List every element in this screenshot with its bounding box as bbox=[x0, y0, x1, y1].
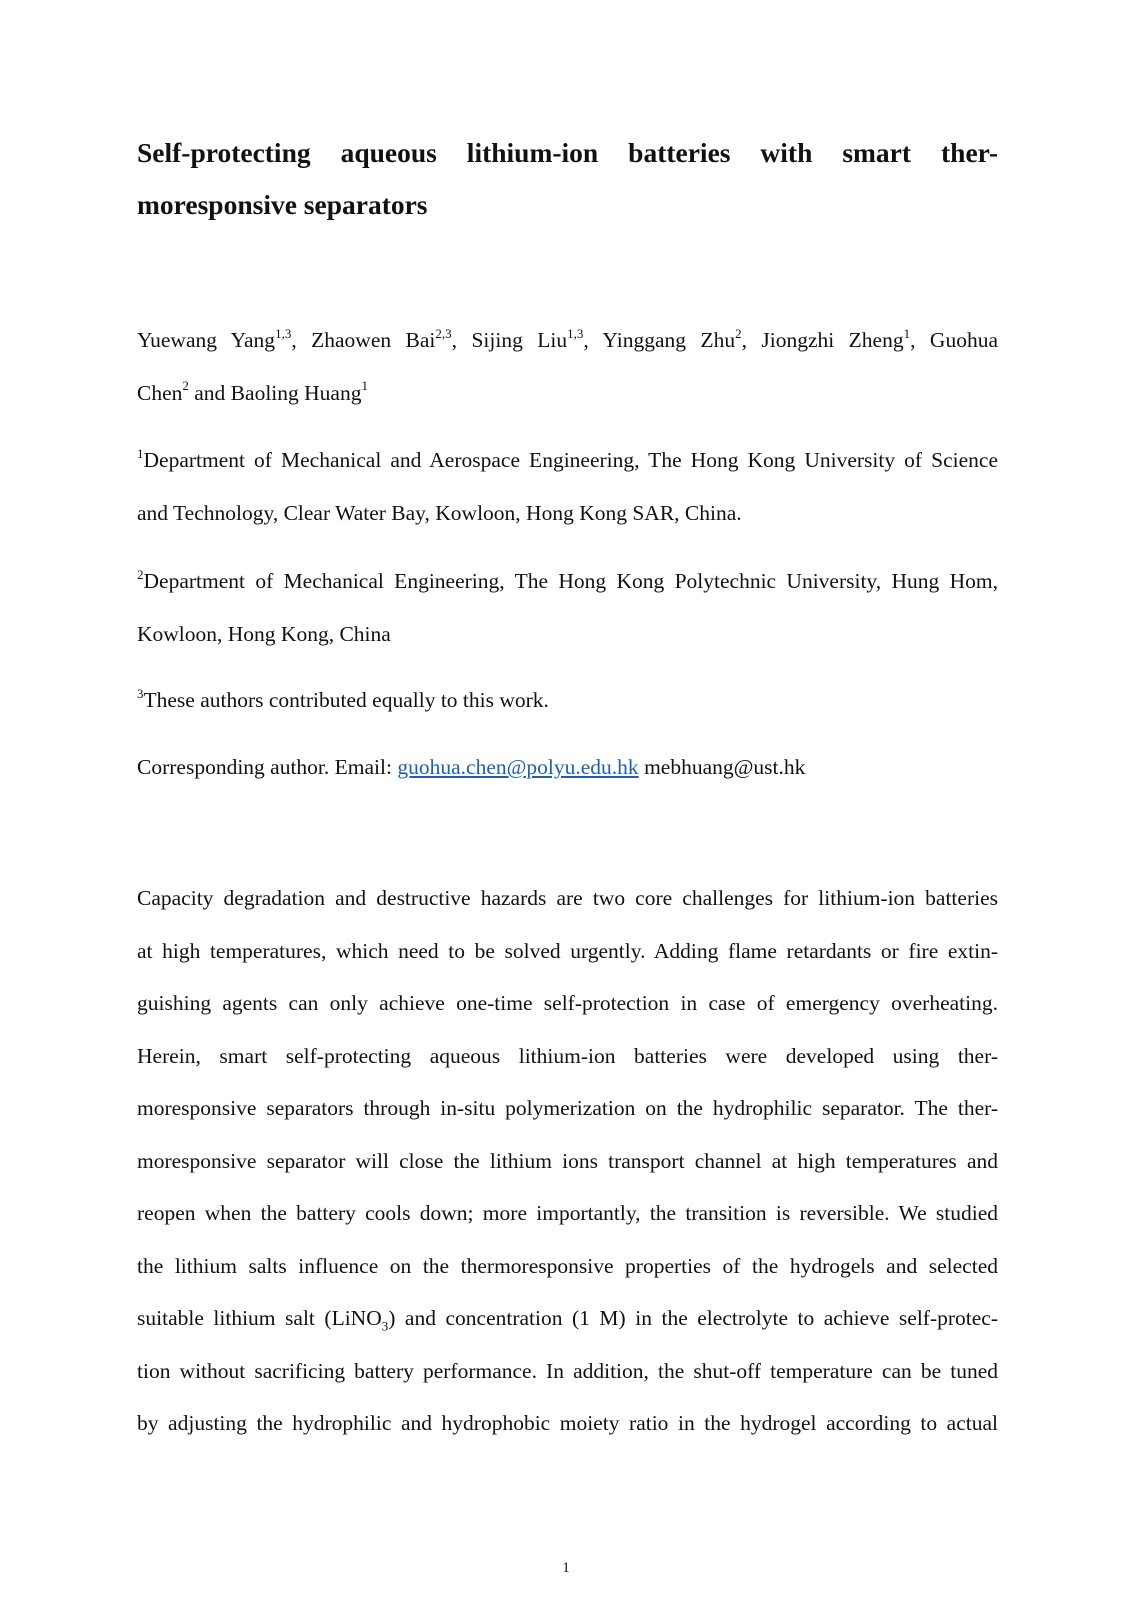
author-affiliation-marker: 2,3 bbox=[435, 325, 452, 341]
abstract-salt-after: ) and concentration (1 M) in the electrolyte to achieve self-protec- bbox=[388, 1306, 998, 1330]
corresponding-label: Corresponding author. Email: bbox=[137, 755, 398, 779]
affiliation-1-line-2: and Technology, Clear Water Bay, Kowloon, Hong Kong SAR, China. bbox=[137, 500, 742, 525]
abstract bbox=[137, 872, 998, 1450]
equal-contribution-note bbox=[137, 674, 998, 727]
abstract-line: at high temperatures, which need to be solved urgently. Adding flame retardants or fire extin- bbox=[137, 938, 998, 963]
abstract-line: moresponsive separator will close the lithium ions transport channel at high temperatures and bbox=[137, 1148, 998, 1173]
author-name: , Yinggang Zhu bbox=[583, 328, 736, 352]
author-name: , Sijing Liu bbox=[451, 328, 568, 352]
paper-title bbox=[137, 127, 998, 231]
author-affiliation-marker: 1 bbox=[903, 325, 911, 341]
abstract-line: Herein, smart self-protecting aqueous lithium-ion batteries were developed using ther- bbox=[137, 1043, 998, 1068]
affiliation-2-text: Department of Mechanical Engineering, The Hong Kong Polytechnic University, Hung Hom, bbox=[143, 569, 998, 593]
abstract-line: tion without sacrificing battery performance. In addition, the shut-off temperature can be tuned bbox=[137, 1358, 998, 1383]
author-name: , Guohua bbox=[910, 328, 998, 352]
email-huang: mebhuang@ust.hk bbox=[638, 755, 806, 779]
affiliation-1-line-1 bbox=[137, 434, 998, 487]
corresponding-author bbox=[137, 741, 998, 794]
equal-contribution-text: These authors contributed equally to this work. bbox=[143, 688, 549, 712]
author-name: , Zhaowen Bai bbox=[291, 328, 436, 352]
affiliation-1-text: Department of Mechanical and Aerospace Engineering, The Hong Kong University of Science bbox=[143, 448, 998, 472]
abstract-line: Capacity degradation and destructive hazards are two core challenges for lithium-ion batteries bbox=[137, 886, 998, 910]
abstract-line: the lithium salts influence on the thermoresponsive properties of the hydrogels and selected bbox=[137, 1253, 998, 1278]
affiliation-marker: 3 bbox=[137, 685, 144, 701]
abstract-line: moresponsive separators through in-situ polymerization on the hydrophilic separator. The ther- bbox=[137, 1096, 998, 1120]
author-affiliation-marker: 1 bbox=[361, 378, 368, 394]
title-line-1: Self-protecting aqueous lithium-ion batteries with smart ther- bbox=[137, 137, 998, 168]
page-number: 1 bbox=[562, 1560, 570, 1576]
abstract-salt-subscript: 3 bbox=[381, 1318, 389, 1334]
author-affiliation-marker: 1,3 bbox=[567, 325, 584, 341]
corresponding-line bbox=[137, 741, 998, 794]
author-list bbox=[137, 314, 998, 419]
author-name: , Jiongzhi Zheng bbox=[741, 328, 904, 352]
author-affiliation-marker: 2 bbox=[182, 378, 189, 394]
title-line-2: moresponsive separators bbox=[137, 189, 428, 220]
affiliation-2-line-1 bbox=[137, 555, 998, 608]
affiliation-2-line-2: Kowloon, Hong Kong, China bbox=[137, 621, 391, 646]
affiliation-marker: 2 bbox=[137, 566, 144, 582]
affiliation-2 bbox=[137, 555, 998, 660]
author-affiliation-marker: 2 bbox=[735, 325, 742, 341]
affiliation-1 bbox=[137, 434, 998, 539]
affiliation-marker: 1 bbox=[137, 445, 144, 461]
author-line-2 bbox=[137, 367, 998, 420]
author-name: and Baoling Huang bbox=[188, 380, 362, 405]
author-name: Yuewang Yang bbox=[137, 328, 276, 352]
author-affiliation-marker: 1,3 bbox=[275, 325, 292, 341]
email-link-chen[interactable]: guohua.chen@polyu.edu.hk bbox=[397, 755, 639, 779]
abstract-salt-before: suitable lithium salt (LiNO bbox=[137, 1306, 382, 1330]
author-name: Chen bbox=[137, 380, 183, 405]
abstract-line: guishing agents can only achieve one-time self-protection in case of emergency overheating. bbox=[137, 991, 998, 1015]
abstract-line bbox=[137, 1292, 998, 1345]
abstract-line: reopen when the battery cools down; more importantly, the transition is reversible. We studied bbox=[137, 1201, 998, 1225]
abstract-line: by adjusting the hydrophilic and hydrophobic moiety ratio in the hydrogel according to actual bbox=[137, 1411, 998, 1435]
author-line-1 bbox=[137, 314, 998, 367]
equal-contribution-line bbox=[137, 674, 998, 727]
